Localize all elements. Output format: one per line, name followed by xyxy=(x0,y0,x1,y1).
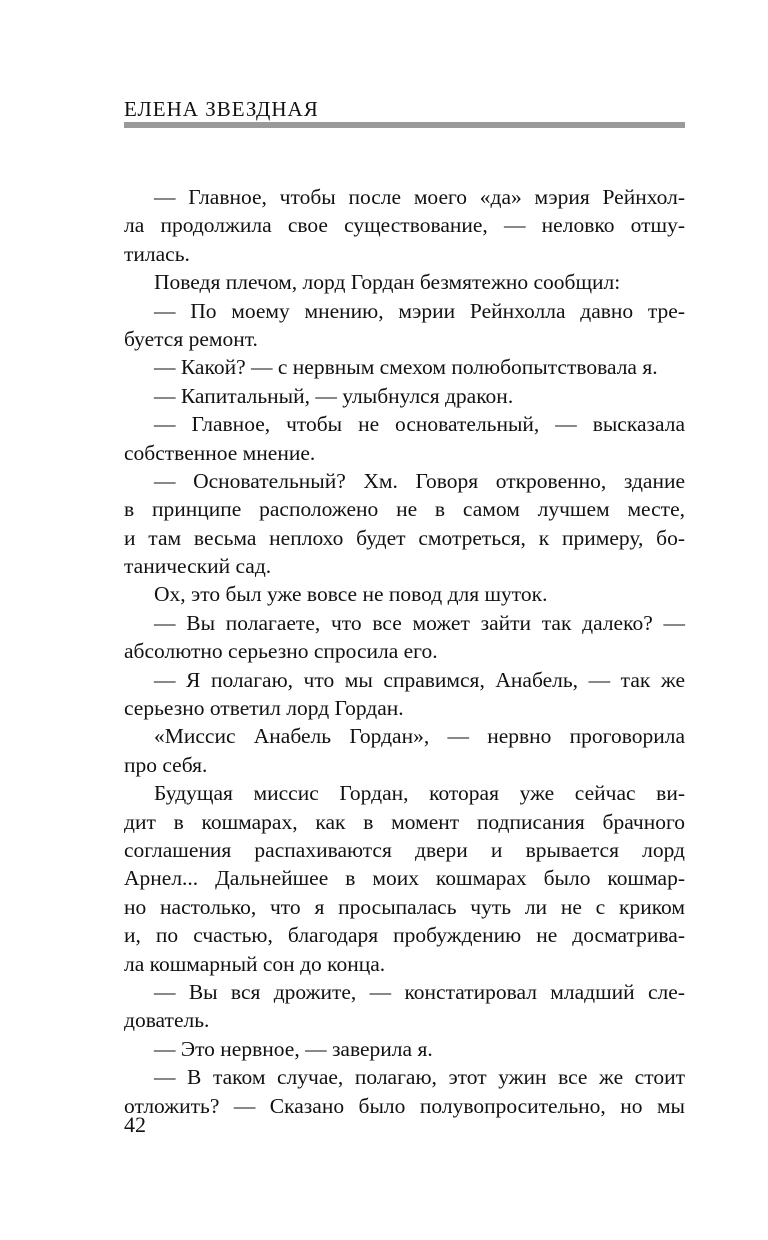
text-line: танический сад. xyxy=(124,554,272,579)
text-line: дователь. xyxy=(124,1008,210,1033)
text-line: Будущая миссис Гордан, которая уже сейчас ви- xyxy=(154,781,685,806)
text-line: — Капитальный, — улыбнулся дракон. xyxy=(154,383,514,408)
text-line: — Это нервное, — заверила я. xyxy=(154,1036,433,1061)
text-line: но настолько, что я просыпалась чуть ли не с криком xyxy=(124,894,685,919)
text-line: — Я полагаю, что мы справимся, Анабель, — так же xyxy=(154,667,685,692)
page-number: 42 xyxy=(124,1112,146,1137)
text-line: — Основательный? Хм. Говоря откровенно, здание xyxy=(154,468,685,493)
page-body-text xyxy=(124,183,685,1120)
text-line: соглашения распахиваются двери и врывается лорд xyxy=(124,837,685,862)
text-line: — Главное, чтобы после моего «да» мэрия Рейнхол- xyxy=(154,185,685,209)
text-line: абсолютно серьезно спросила его. xyxy=(124,639,438,664)
text-line: — Вы полагаете, что все может зайти так далеко? — xyxy=(154,610,685,635)
text-line: — По моему мнению, мэрии Рейнхолла давно тре- xyxy=(154,298,685,323)
text-line: собственное мнение. xyxy=(124,440,316,465)
running-header-author: ЕЛЕНА ЗВЕЗДНАЯ xyxy=(124,97,319,121)
text-line: дит в кошмарах, как в момент подписания брачного xyxy=(124,809,685,834)
text-line: в принципе расположено не в самом лучшем месте, xyxy=(124,497,685,522)
text-line: ла продолжила свое существование, — неловко отшу- xyxy=(124,213,685,238)
text-line: — В таком случае, полагаю, этот ужин все же стоит xyxy=(154,1065,685,1090)
text-line: Ох, это был уже вовсе не повод для шуток. xyxy=(154,582,548,607)
text-line: — Главное, чтобы не основательный, — высказала xyxy=(154,412,685,437)
text-line: — Вы вся дрожите, — констатировал младший сле- xyxy=(154,979,685,1004)
text-line: тилась. xyxy=(124,241,190,266)
header-rule xyxy=(124,122,685,128)
text-line: и там весьма неплохо будет смотреться, к примеру, бо- xyxy=(124,525,685,550)
text-line: Поведя плечом, лорд Гордан безмятежно сообщил: xyxy=(154,270,621,295)
text-line: про себя. xyxy=(124,752,208,777)
text-line: буется ремонт. xyxy=(124,326,258,351)
text-line: Арнел... Дальнейшее в моих кошмарах было кошмар- xyxy=(124,866,685,891)
text-line: «Миссис Анабель Гордан», — нервно проговорила xyxy=(154,724,685,749)
text-line: отложить? — Сказано было полувопросительно, но мы xyxy=(124,1093,685,1118)
text-line: ла кошмарный сон до конца. xyxy=(124,951,386,976)
text-line: и, по счастью, благодаря пробуждению не досматрива- xyxy=(124,923,685,948)
text-line: — Какой? — с нервным смехом полюбопытствовала я. xyxy=(154,355,658,380)
text-line: серьезно ответил лорд Гордан. xyxy=(124,696,404,721)
